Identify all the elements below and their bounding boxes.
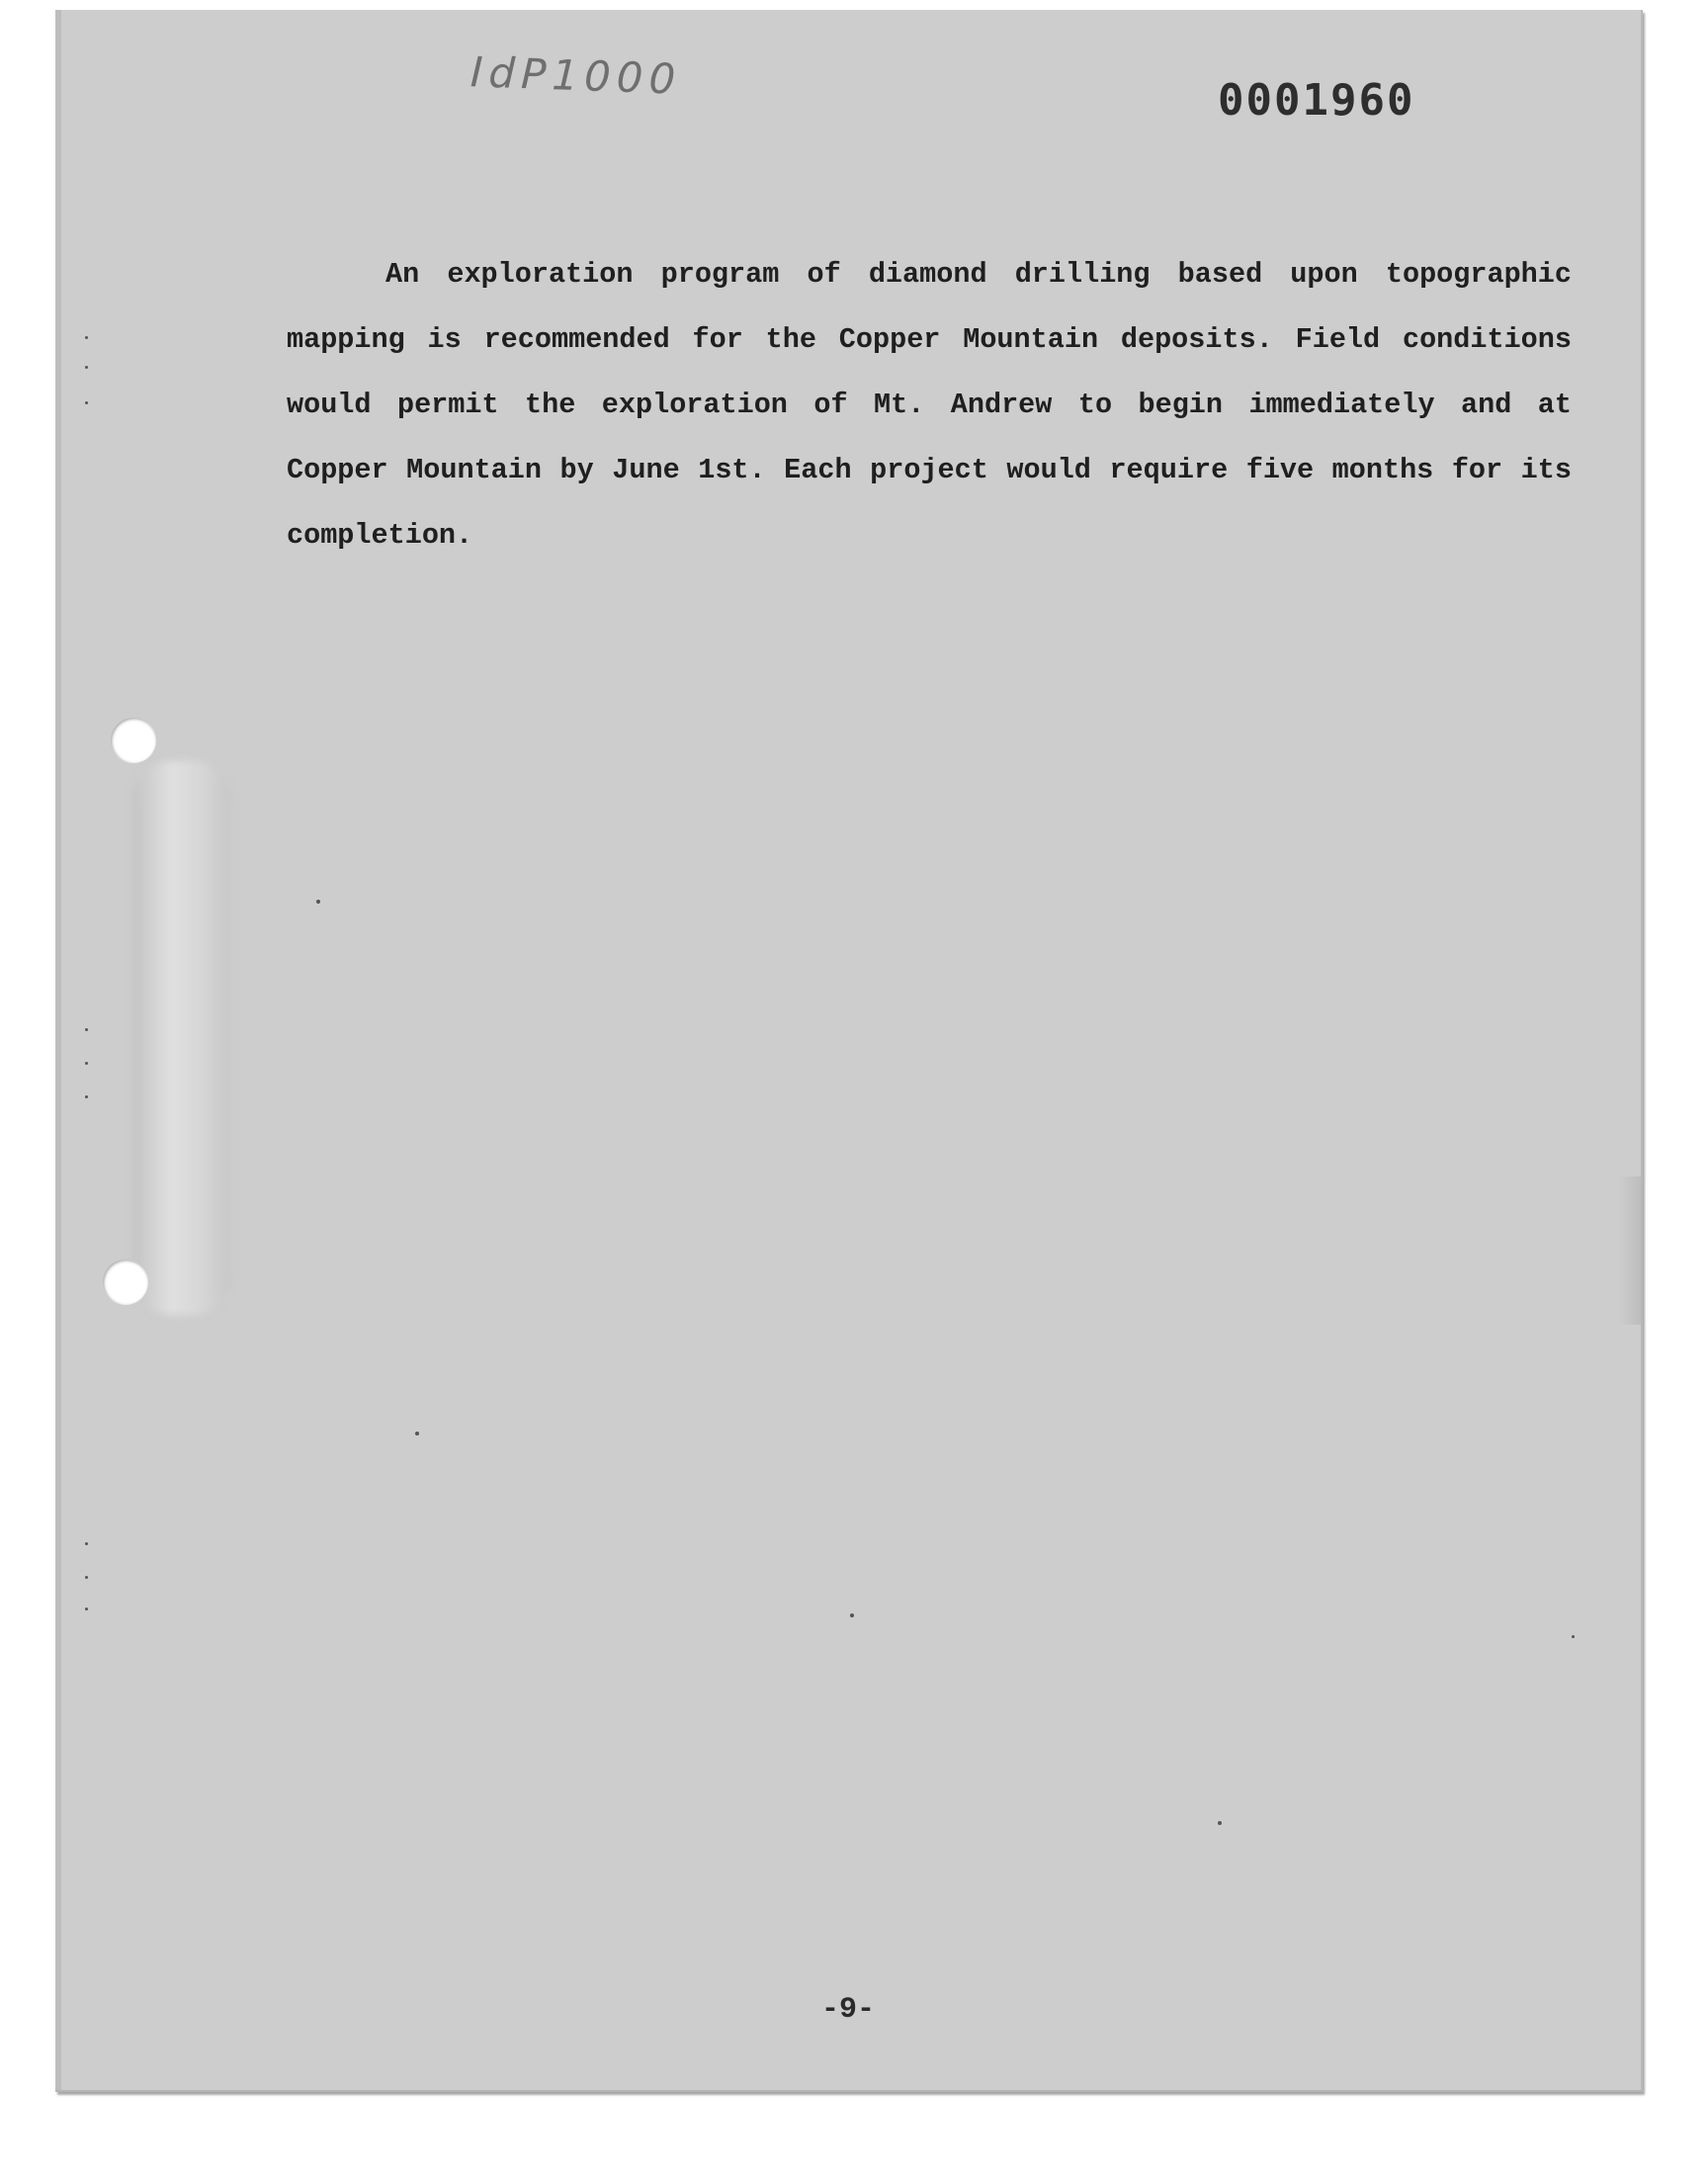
paper-speck [85,401,88,404]
paper-speck [85,336,88,339]
paper-speck [850,1613,854,1617]
page-fold [1619,1176,1641,1325]
paper-speck [85,1028,88,1031]
stamped-document-number: 0001960 [1218,75,1415,126]
document-page [55,10,1643,2092]
paper-speck [85,1095,88,1098]
paper-speck [316,900,320,904]
paper-speck [85,366,88,369]
page-number: -9- [820,1993,875,2027]
paper-speck [1572,1635,1575,1638]
paper-speck [415,1432,419,1436]
paper-speck [1218,1821,1222,1825]
paper-speck [85,1576,88,1579]
paper-speck [85,1062,88,1065]
body-paragraph: An exploration program of diamond drilling based upon topographic mapping is recommended for the Copper Mountain deposits. Field conditions would permit the exploration of Mt. Andrew to begin immediately and at Copper Mountain by June 1st. Each project would require five months for its completion. [287,258,1572,552]
handwritten-document-number: IdP1000 [470,47,683,104]
paper-speck [85,1608,88,1610]
paper-speck [85,1542,88,1545]
binding-crease [132,761,231,1315]
punch-hole-bottom [103,1260,148,1305]
punch-hole-top [111,718,156,763]
page-edge-shadow [55,10,61,2090]
